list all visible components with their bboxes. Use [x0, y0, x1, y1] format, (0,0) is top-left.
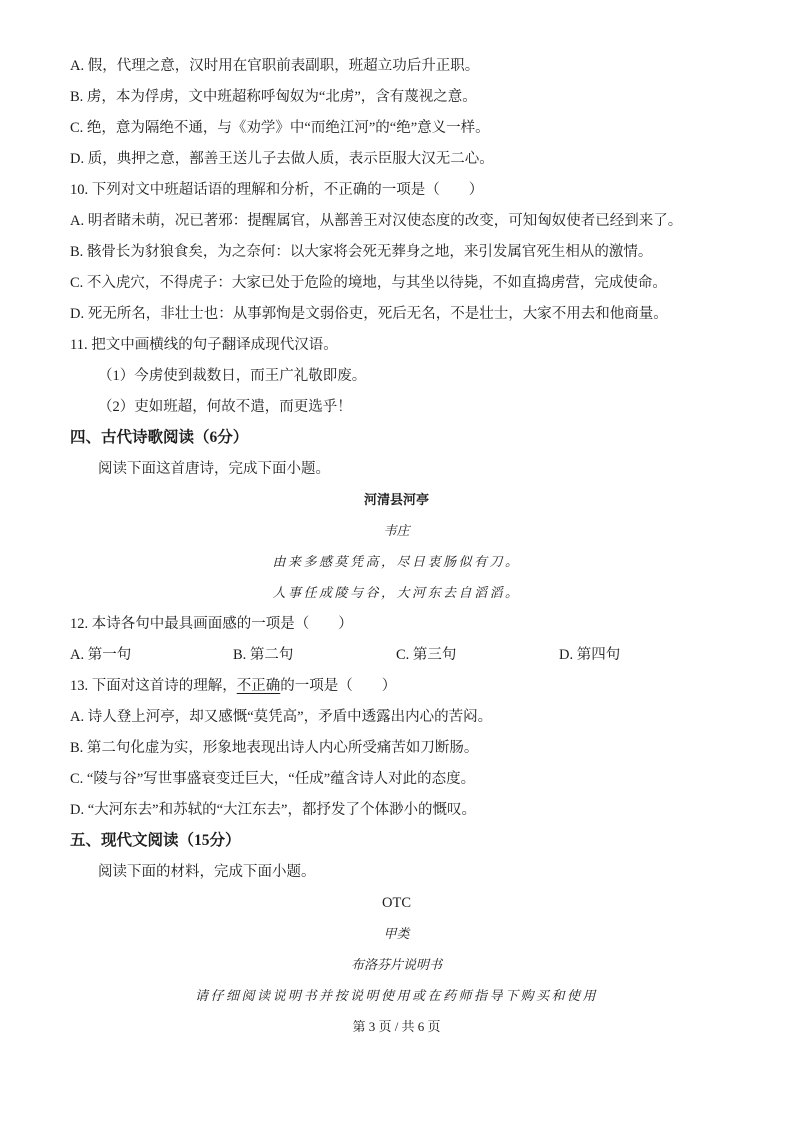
- q9-option-a: A. 假，代理之意，汉时用在官职前表副职，班超立功后升正职。: [70, 58, 480, 74]
- q9-option-b: B. 虏，本为俘虏，文中班超称呼匈奴为“北虏”，含有蔑视之意。: [70, 89, 477, 105]
- q13-stem-suffix: 的一项是（ ）: [280, 678, 397, 694]
- q13-stem: [70, 676, 723, 696]
- q12-option-b: B. 第二句: [233, 647, 294, 663]
- q11-part-1: （1）今虏使到裁数日，而王广礼敬即废。: [98, 368, 367, 384]
- q12-option-d: D. 第四句: [559, 647, 621, 663]
- q12-option-a: A. 第一句: [70, 647, 132, 663]
- section4-intro: 阅读下面这首唐诗，完成下面小题。: [98, 461, 330, 477]
- q9-option-d: D. 质，典押之意，鄯善王送儿子去做人质，表示臣服大汉无二心。: [70, 151, 494, 167]
- poem-line-1: 由来多感莫凭高，尽日衷肠似有刀。: [272, 554, 521, 569]
- q13-option-b: B. 第二句化虚为实，形象地表现出诗人内心所受痛苦如刀断肠。: [70, 740, 479, 756]
- q10-option-a: A. 明者睹未萌，况已著邪：提醒属官，从鄯善王对汉使态度的改变，可知匈奴使者已经到来了。: [70, 213, 683, 229]
- material-title: 布洛芬片说明书: [350, 957, 442, 972]
- q10-option-d: D. 死无所名，非壮士也：从事郭恂是文弱俗吏，死后无名，不是壮士，大家不用去和他商量。: [70, 306, 668, 322]
- q13-option-d: D. “大河东去”和苏轼的“大江东去”，都抒发了个体渺小的慨叹。: [70, 802, 476, 818]
- material-category: 甲类: [383, 926, 410, 941]
- poem-line-2: 人事任成陵与谷，大河东去自滔滔。: [272, 585, 521, 600]
- material-otc-label: OTC: [382, 895, 411, 911]
- q13-stem-prefix: 13. 下面对这首诗的理解，: [70, 678, 237, 694]
- q13-stem-underlined: 不正确: [236, 678, 281, 694]
- q13-option-c: C. “陵与谷”写世事盛衰变迁巨大，“任成”蕴含诗人对此的态度。: [70, 771, 476, 787]
- section5-heading: 五、现代文阅读（15分）: [70, 832, 241, 849]
- section4-heading: 四、古代诗歌阅读（6分）: [70, 429, 249, 446]
- q9-option-c: C. 绝，意为隔绝不通，与《劝学》中“而绝江河”的“绝”意义一样。: [70, 120, 490, 136]
- q12-options-row: [70, 645, 723, 665]
- q10-option-c: C. 不入虎穴，不得虎子：大家已处于危险的境地，与其坐以待毙，不如直捣虏营，完成使命。: [70, 275, 667, 291]
- q11-part-2: （2）吏如班超，何故不遣，而更选乎！: [98, 399, 352, 415]
- q13-option-a: A. 诗人登上河亭，却又感慨“莫凭高”，矛盾中透露出内心的苦闷。: [70, 709, 493, 725]
- page-number-indicator: 第 3 页 / 共 6 页: [352, 1019, 441, 1034]
- q11-stem: 11. 把文中画横线的句子翻译成现代汉语。: [70, 337, 338, 353]
- q12-stem: 12. 本诗各句中最具画面感的一项是（ ）: [70, 616, 353, 632]
- poem-author: 韦庄: [383, 523, 410, 538]
- q12-option-c: C. 第三句: [396, 647, 457, 663]
- material-usage-note: 请仔细阅读说明书并按说明使用或在药师指导下购买和使用: [194, 988, 598, 1003]
- poem-title: 河清县河亭: [363, 492, 429, 507]
- q10-stem: 10. 下列对文中班超话语的理解和分析，不正确的一项是（ ）: [70, 182, 484, 198]
- section5-intro: 阅读下面的材料，完成下面小题。: [98, 864, 316, 880]
- q10-option-b: B. 骸骨长为豺狼食矣，为之奈何：以大家将会死无葬身之地，来引发属官死生相从的激情。: [70, 244, 653, 260]
